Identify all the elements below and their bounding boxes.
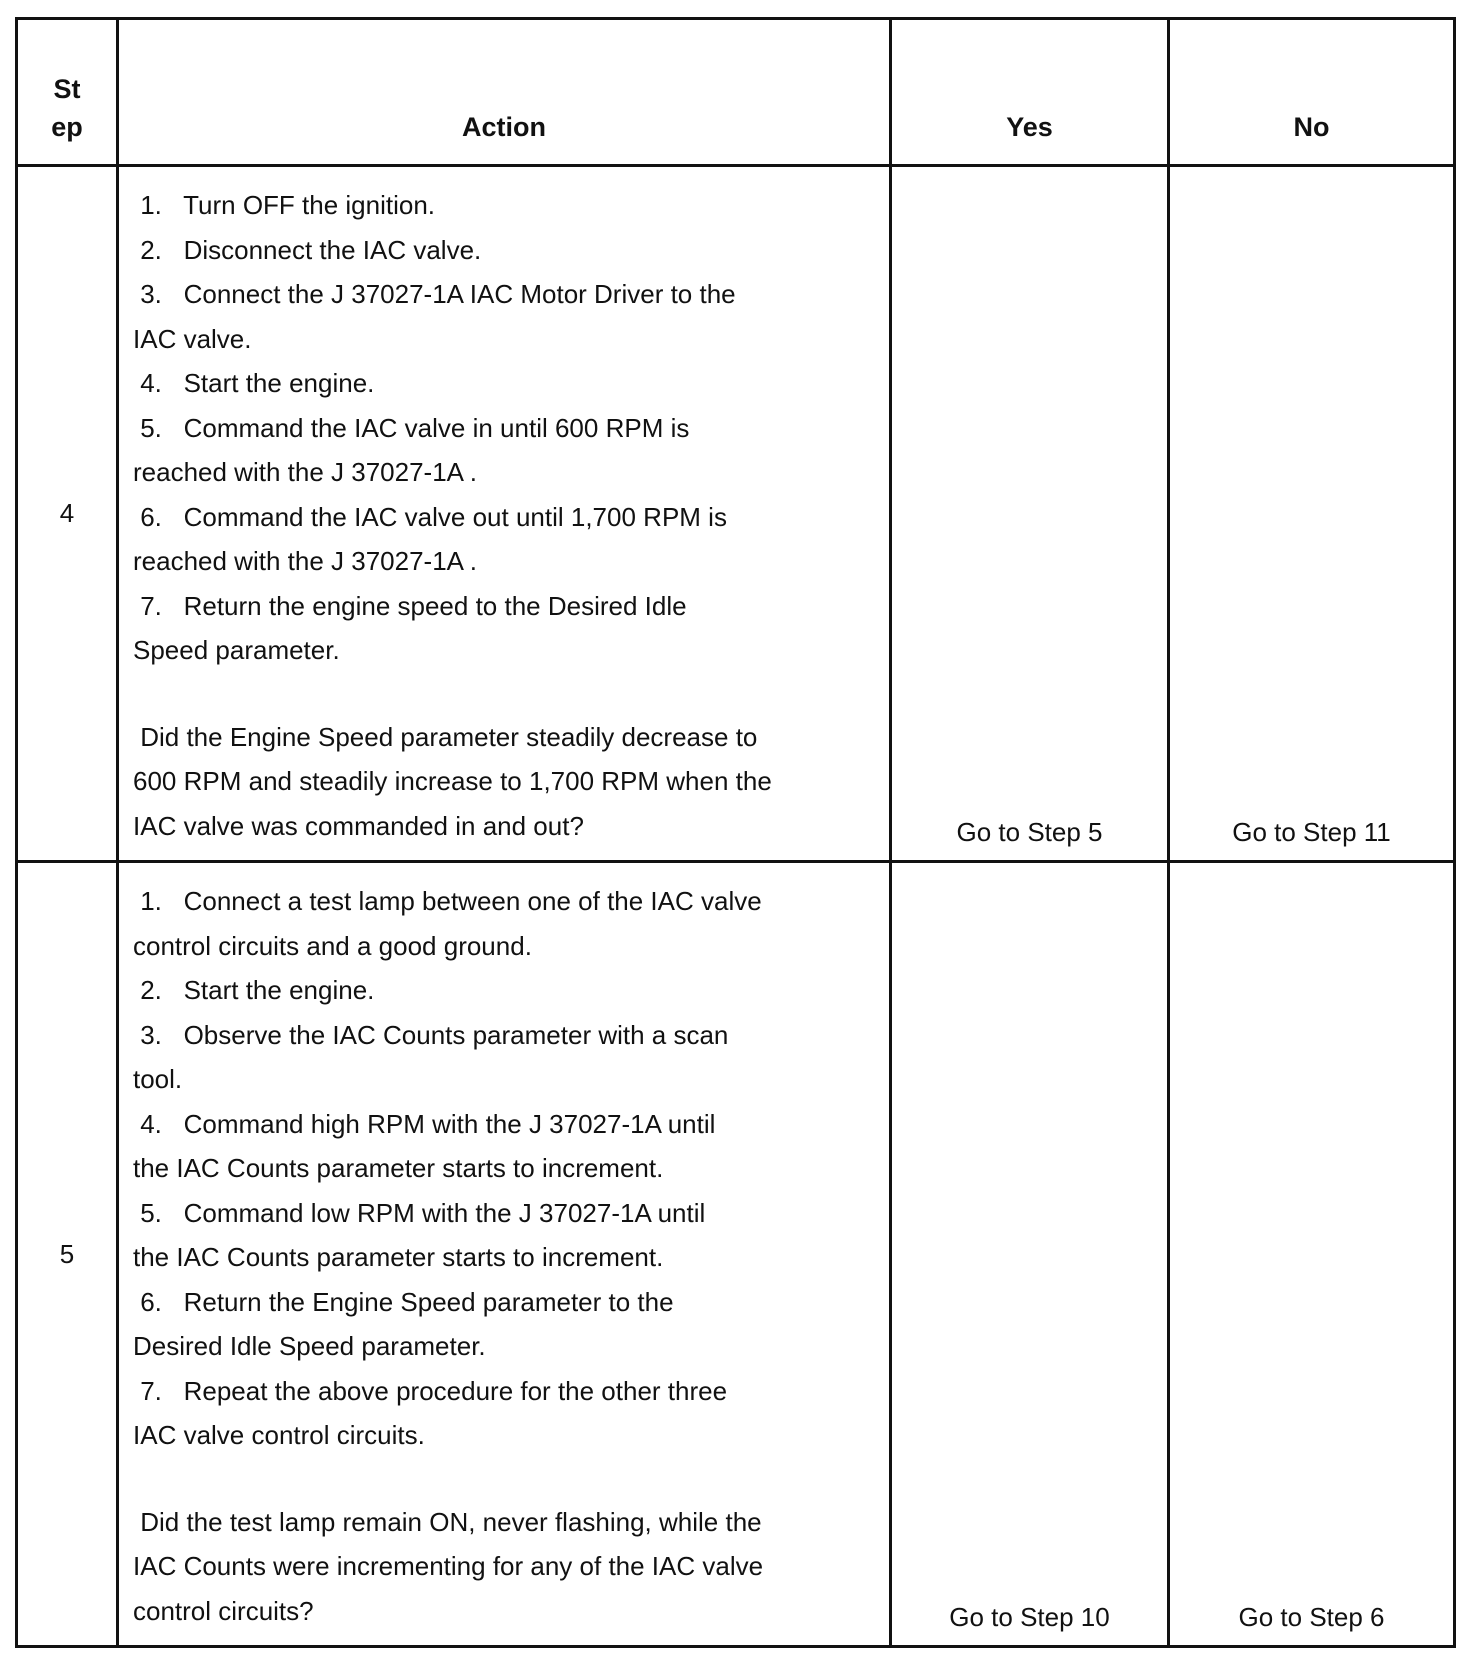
yes-result: Go to Step 5	[891, 166, 1169, 862]
text-line: IAC valve was commanded in and out?	[133, 810, 584, 841]
text-line: Desired Idle Speed parameter.	[133, 1331, 486, 1361]
text-line: 5. Command low RPM with the J 37027-1A until	[133, 1197, 706, 1228]
action-cell	[118, 166, 891, 862]
text-line: IAC valve.	[133, 323, 252, 354]
header-no: No	[1169, 19, 1455, 166]
text-line: control circuits and a good ground.	[133, 930, 532, 961]
no-result: Go to Step 11	[1169, 166, 1455, 862]
text-line: Speed parameter.	[133, 635, 340, 665]
text-line: control circuits?	[133, 1595, 314, 1626]
action-steps	[133, 879, 889, 1458]
step-number: 5	[17, 862, 118, 1647]
action-question	[133, 715, 889, 849]
text-line: 1. Turn OFF the ignition.	[133, 190, 436, 220]
table-row	[17, 166, 1455, 862]
header-action: Action	[118, 19, 891, 166]
text-line: 7. Repeat the above procedure for the other three	[133, 1375, 728, 1406]
text-line: IAC valve control circuits.	[133, 1420, 425, 1450]
text-line: 1. Connect a test lamp between one of the IAC valve	[133, 886, 762, 916]
text-line: tool.	[133, 1064, 183, 1094]
diagnostic-table	[15, 17, 1456, 1648]
text-line: reached with the J 37027-1A .	[133, 457, 478, 487]
action-question	[133, 1500, 889, 1634]
header-step: St ep	[17, 19, 118, 166]
text-line: 6. Return the Engine Speed parameter to the	[133, 1286, 674, 1317]
text-line: reached with the J 37027-1A .	[133, 546, 478, 576]
text-line: IAC Counts were incrementing for any of the IAC valve	[133, 1551, 764, 1581]
action-cell	[118, 862, 891, 1647]
step-number: 4	[17, 166, 118, 862]
text-line: Did the Engine Speed parameter steadily decrease to	[133, 721, 758, 752]
table-header-row	[17, 19, 1455, 166]
text-line: 7. Return the engine speed to the Desired Idle	[133, 590, 687, 621]
no-result: Go to Step 6	[1169, 862, 1455, 1647]
text-line: 6. Command the IAC valve out until 1,700 RPM is	[133, 501, 727, 532]
text-line: 4. Command high RPM with the J 37027-1A until	[133, 1108, 716, 1139]
text-line: the IAC Counts parameter starts to increment.	[133, 1242, 664, 1272]
text-line: 4. Start the engine.	[133, 368, 375, 398]
text-line: Did the test lamp remain ON, never flashing, while the	[133, 1506, 762, 1537]
text-line: 600 RPM and steadily increase to 1,700 RPM when the	[133, 766, 772, 796]
text-line: 2. Disconnect the IAC valve.	[133, 234, 482, 265]
text-line: the IAC Counts parameter starts to increment.	[133, 1153, 664, 1183]
text-line: 5. Command the IAC valve in until 600 RPM is	[133, 412, 690, 443]
text-line: 2. Start the engine.	[133, 975, 375, 1005]
table-row	[17, 862, 1455, 1647]
text-line: 3. Connect the J 37027-1A IAC Motor Driver to the	[133, 279, 736, 309]
yes-result: Go to Step 10	[891, 862, 1169, 1647]
action-steps	[133, 183, 889, 673]
text-line: 3. Observe the IAC Counts parameter with a scan	[133, 1019, 729, 1050]
header-yes: Yes	[891, 19, 1169, 166]
